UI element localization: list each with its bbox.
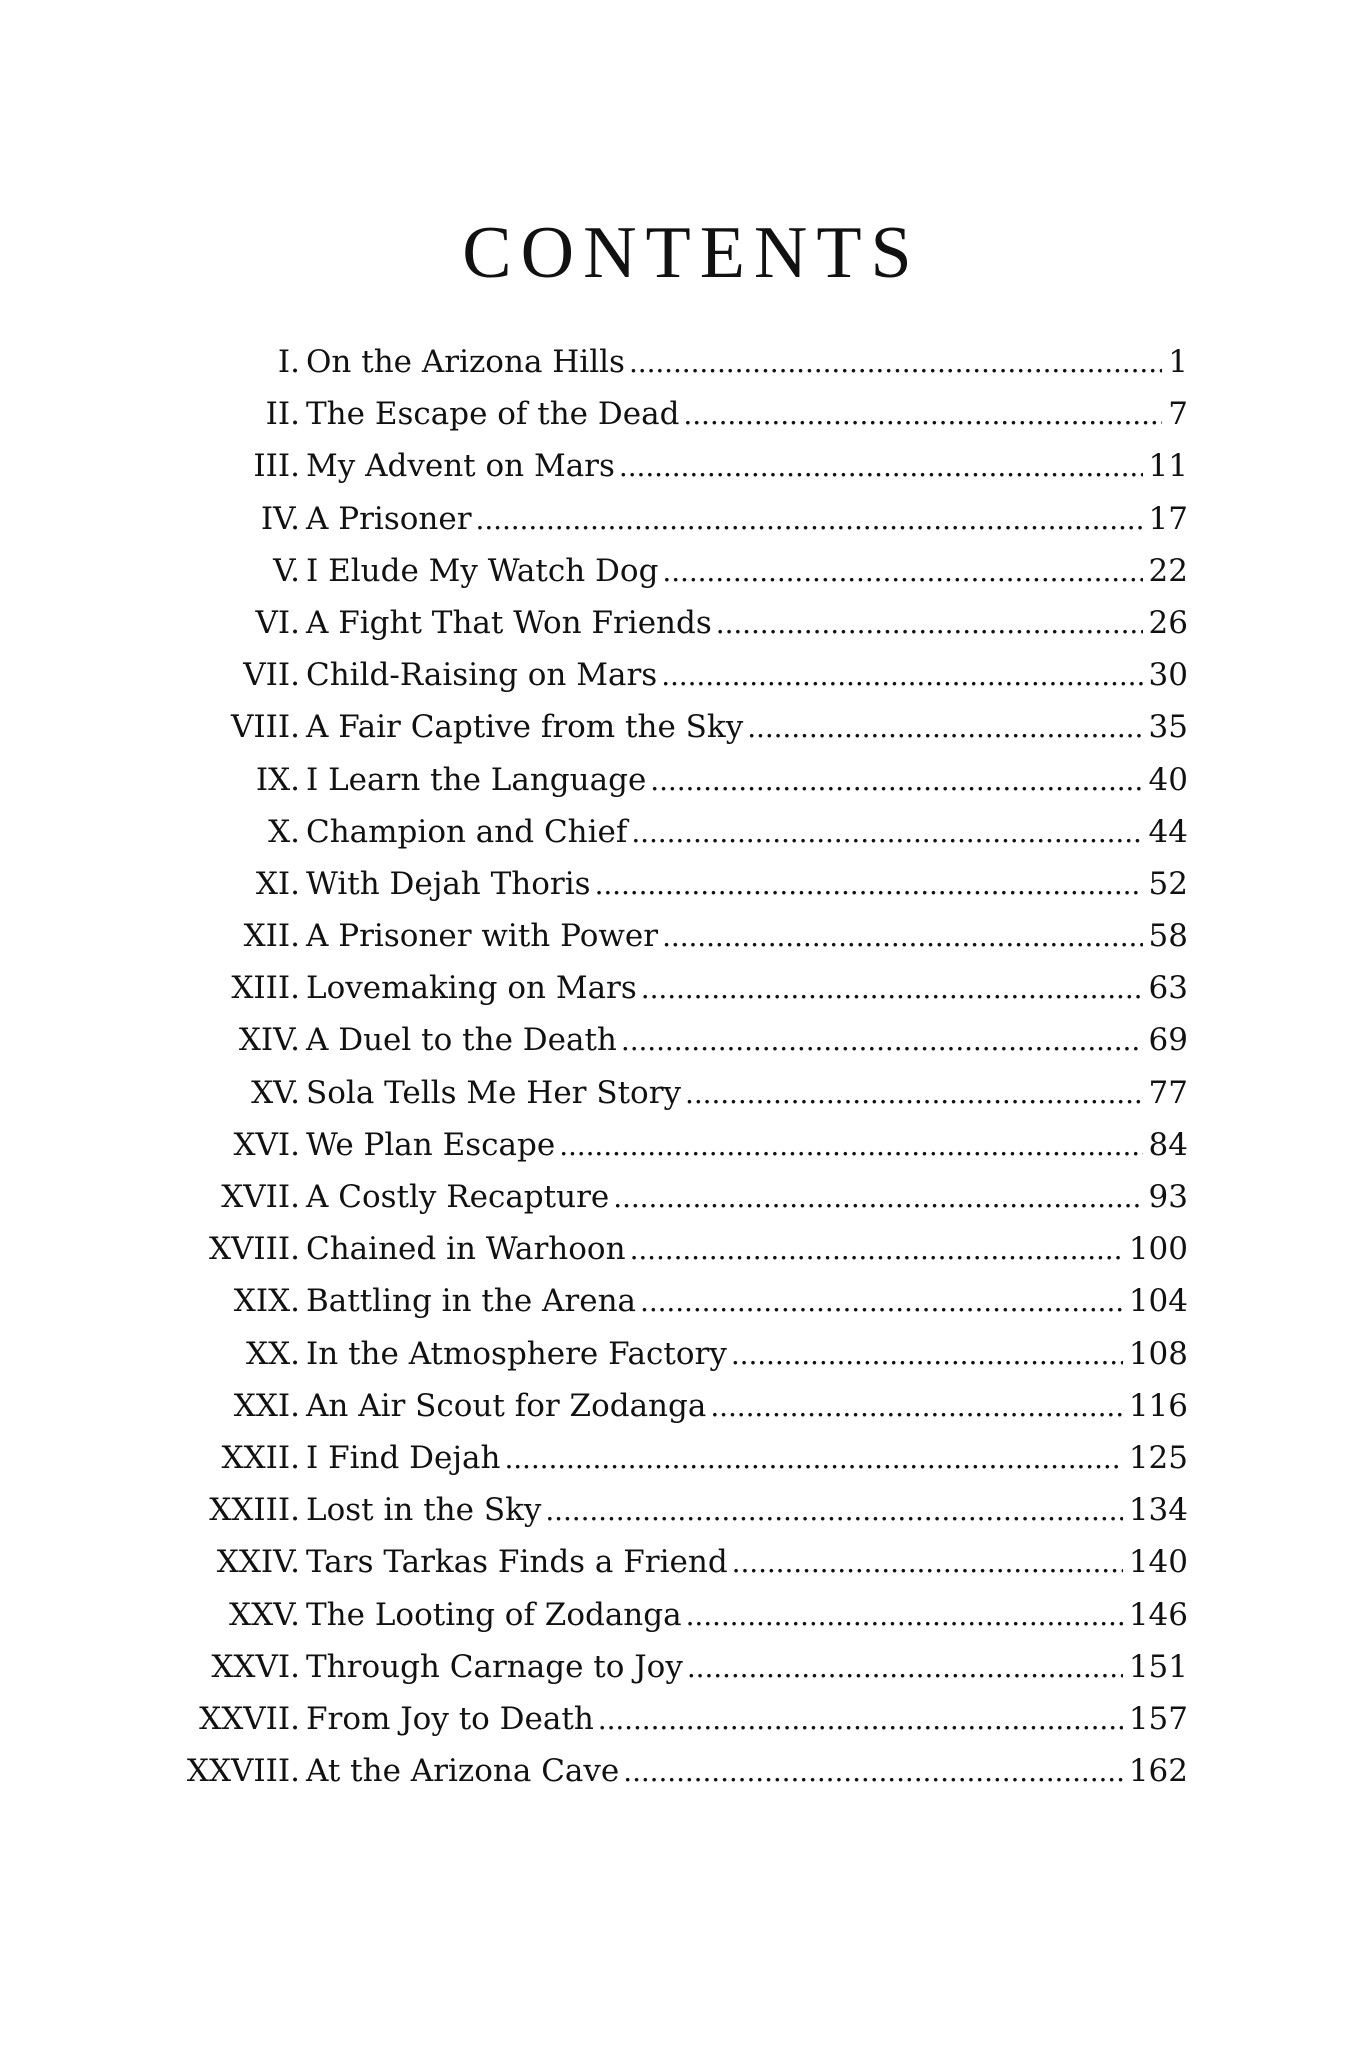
- toc-entry-line: [306, 701, 1188, 754]
- chapter-number: XXIII.: [209, 1492, 300, 1529]
- page-number: 7: [1168, 396, 1188, 433]
- chapter-title: Chained in Warhoon: [306, 1231, 626, 1268]
- toc-entry: [0, 545, 1365, 597]
- chapter-title: My Advent on Mars: [306, 448, 615, 485]
- toc-entry-line: [306, 545, 1188, 598]
- toc-entry: [0, 1328, 1365, 1380]
- toc-entry-line: [306, 1745, 1188, 1798]
- chapter-number: VII.: [243, 657, 300, 694]
- toc-entry-line: [306, 1641, 1188, 1694]
- toc-entry-line: [306, 1223, 1188, 1276]
- page-number: 69: [1148, 1022, 1188, 1059]
- toc-entry-line: [306, 1014, 1188, 1067]
- toc-entry-line: [306, 649, 1188, 702]
- dot-leader: [650, 754, 1142, 807]
- page-number: 11: [1148, 448, 1188, 485]
- chapter-number: XVIII.: [208, 1231, 300, 1268]
- chapter-title: With Dejah Thoris: [306, 865, 591, 902]
- page-number: 63: [1148, 970, 1188, 1007]
- chapter-title: A Prisoner with Power: [306, 918, 659, 955]
- table-of-contents: [0, 336, 1365, 1797]
- dot-leader: [747, 701, 1142, 754]
- dot-leader: [710, 1380, 1122, 1433]
- toc-entry-line: [306, 1380, 1188, 1433]
- toc-entry-line: [306, 1589, 1188, 1642]
- dot-leader: [662, 910, 1142, 963]
- chapter-title: A Costly Recapture: [306, 1179, 610, 1215]
- toc-entry-line: [306, 493, 1188, 546]
- chapter-title: The Looting of Zodanga: [306, 1596, 682, 1633]
- toc-entry: [0, 754, 1365, 806]
- chapter-title: Lovemaking on Mars: [306, 970, 637, 1007]
- toc-entry: [0, 440, 1365, 492]
- chapter-title: In the Atmosphere Factory: [306, 1335, 727, 1372]
- toc-entry: [0, 1432, 1365, 1484]
- toc-entry: [0, 962, 1365, 1014]
- toc-entry: [0, 1275, 1365, 1327]
- chapter-title: I Find Dejah: [306, 1439, 501, 1476]
- toc-entry-line: [306, 440, 1188, 493]
- chapter-title: An Air Scout for Zodanga: [306, 1387, 707, 1424]
- chapter-number: III.: [253, 448, 300, 485]
- toc-entry: [0, 1223, 1365, 1275]
- toc-entry: [0, 1589, 1365, 1641]
- dot-leader: [732, 1536, 1123, 1589]
- dot-leader: [623, 1745, 1123, 1798]
- dot-leader: [731, 1328, 1123, 1381]
- toc-entry: [0, 1067, 1365, 1119]
- dot-leader: [621, 1014, 1143, 1067]
- chapter-number: XII.: [243, 918, 300, 955]
- toc-entry: [0, 493, 1365, 545]
- chapter-number: XI.: [255, 865, 300, 902]
- chapter-number: XXIV.: [216, 1544, 300, 1581]
- toc-entry: [0, 701, 1365, 753]
- toc-entry-line: [306, 754, 1188, 807]
- toc-entry: [0, 336, 1365, 388]
- page-number: 125: [1128, 1439, 1188, 1476]
- page-number: 162: [1128, 1753, 1188, 1790]
- page-number: 134: [1128, 1492, 1188, 1529]
- toc-entry-line: [306, 962, 1188, 1015]
- chapter-number: XVII.: [221, 1179, 300, 1215]
- page-number: 77: [1148, 1074, 1188, 1111]
- dot-leader: [662, 545, 1142, 598]
- toc-entry: [0, 1171, 1365, 1223]
- toc-entry: [0, 1693, 1365, 1745]
- toc-entry-line: [306, 1275, 1188, 1328]
- chapter-number: IX.: [255, 761, 300, 798]
- chapter-title: Tars Tarkas Finds a Friend: [306, 1544, 728, 1581]
- chapter-title: We Plan Escape: [306, 1126, 556, 1163]
- page-number: 93: [1148, 1179, 1188, 1215]
- chapter-title: Lost in the Sky: [306, 1492, 542, 1529]
- toc-entry-line: [306, 1693, 1188, 1746]
- chapter-title: I Elude My Watch Dog: [306, 552, 659, 589]
- dot-leader: [598, 1693, 1123, 1746]
- toc-entry-line: [306, 1067, 1188, 1120]
- toc-entry: [0, 597, 1365, 649]
- chapter-title: A Fight That Won Friends: [306, 604, 712, 641]
- toc-entry: [0, 1641, 1365, 1693]
- page-number: 108: [1128, 1335, 1188, 1372]
- dot-leader: [685, 1067, 1143, 1120]
- chapter-number: X.: [268, 813, 300, 850]
- page-number: 17: [1148, 500, 1188, 537]
- dot-leader: [595, 858, 1143, 911]
- chapter-title: Battling in the Arena: [306, 1283, 637, 1320]
- chapter-number: I.: [277, 344, 300, 380]
- toc-entry-line: [306, 858, 1188, 911]
- dot-leader: [619, 440, 1143, 493]
- page-number: 116: [1128, 1387, 1188, 1424]
- page-number: 40: [1148, 761, 1188, 798]
- toc-entry: [0, 858, 1365, 910]
- toc-entry-line: [306, 806, 1188, 859]
- toc-entry-line: [306, 910, 1188, 963]
- chapter-title: On the Arizona Hills: [306, 344, 625, 380]
- dot-leader: [686, 1589, 1123, 1642]
- page-number: 100: [1128, 1231, 1188, 1268]
- chapter-number: XXII.: [221, 1439, 300, 1476]
- toc-entry-line: [306, 597, 1188, 650]
- page-number: 1: [1168, 344, 1188, 380]
- toc-entry-line: [306, 1119, 1188, 1172]
- toc-entry: [0, 1380, 1365, 1432]
- chapter-title: A Duel to the Death: [306, 1022, 617, 1059]
- toc-entry-line: [306, 1536, 1188, 1589]
- chapter-number: XV.: [251, 1074, 300, 1111]
- dot-leader: [504, 1432, 1122, 1485]
- chapter-number: V.: [273, 552, 300, 589]
- dot-leader: [640, 1275, 1123, 1328]
- chapter-title: The Escape of the Dead: [306, 396, 680, 433]
- page-title: CONTENTS: [462, 212, 921, 294]
- toc-entry-line: [306, 1432, 1188, 1485]
- dot-leader: [687, 1641, 1123, 1694]
- chapter-title: At the Arizona Cave: [306, 1753, 620, 1790]
- page-number: 151: [1128, 1648, 1188, 1685]
- page-number: 84: [1148, 1126, 1188, 1163]
- toc-entry-line: [306, 336, 1188, 389]
- chapter-title: A Fair Captive from the Sky: [306, 709, 744, 746]
- toc-entry: [0, 649, 1365, 701]
- dot-leader: [716, 597, 1143, 650]
- page-number: 157: [1128, 1700, 1188, 1737]
- chapter-title: Through Carnage to Joy: [306, 1648, 683, 1685]
- chapter-number: VI.: [255, 604, 300, 641]
- dot-leader: [476, 493, 1143, 546]
- chapter-number: XIV.: [238, 1022, 300, 1059]
- chapter-title: Sola Tells Me Her Story: [306, 1074, 682, 1111]
- page-number: 104: [1128, 1283, 1188, 1320]
- page-number: 146: [1128, 1596, 1188, 1633]
- chapter-title: Child-Raising on Mars: [306, 657, 658, 694]
- chapter-number: XXVII.: [199, 1700, 300, 1737]
- dot-leader: [545, 1484, 1122, 1537]
- page-number: 44: [1148, 813, 1188, 850]
- toc-entry: [0, 1119, 1365, 1171]
- chapter-number: XXI.: [233, 1387, 300, 1424]
- chapter-number: VIII.: [231, 709, 300, 746]
- toc-entry: [0, 1484, 1365, 1536]
- page-number: 140: [1128, 1544, 1188, 1581]
- dot-leader: [631, 806, 1142, 859]
- chapter-number: XXVI.: [211, 1648, 300, 1685]
- toc-entry: [0, 910, 1365, 962]
- page-number: 22: [1148, 552, 1188, 589]
- chapter-number: II.: [265, 396, 300, 433]
- page-number: 52: [1148, 865, 1188, 902]
- chapter-title: From Joy to Death: [306, 1700, 594, 1737]
- chapter-title: A Prisoner: [306, 500, 472, 537]
- page-number: 30: [1148, 657, 1188, 694]
- chapter-number: XIII.: [231, 970, 300, 1007]
- toc-entry: [0, 1014, 1365, 1066]
- page-number: 58: [1148, 918, 1188, 955]
- toc-entry: [0, 1745, 1365, 1797]
- chapter-number: XX.: [246, 1335, 300, 1372]
- chapter-title: Champion and Chief: [306, 813, 628, 850]
- chapter-number: XXV.: [229, 1596, 300, 1633]
- dot-leader: [683, 388, 1162, 441]
- page-number: 26: [1148, 604, 1188, 641]
- toc-entry-line: [306, 1171, 1188, 1224]
- toc-entry-line: [306, 388, 1188, 441]
- chapter-title: I Learn the Language: [306, 761, 647, 798]
- page-number: 35: [1148, 709, 1188, 746]
- dot-leader: [559, 1119, 1142, 1172]
- toc-entry-line: [306, 1328, 1188, 1381]
- toc-entry: [0, 388, 1365, 440]
- chapter-number: XXVIII.: [186, 1753, 300, 1790]
- dot-leader: [629, 336, 1162, 389]
- chapter-number: IV.: [260, 500, 300, 537]
- chapter-number: XVI.: [233, 1126, 300, 1163]
- dot-leader: [613, 1171, 1142, 1224]
- dot-leader: [661, 649, 1142, 702]
- toc-entry: [0, 1536, 1365, 1588]
- dot-leader: [630, 1223, 1123, 1276]
- dot-leader: [641, 962, 1143, 1015]
- toc-entry-line: [306, 1484, 1188, 1537]
- toc-entry: [0, 806, 1365, 858]
- chapter-number: XIX.: [233, 1283, 300, 1320]
